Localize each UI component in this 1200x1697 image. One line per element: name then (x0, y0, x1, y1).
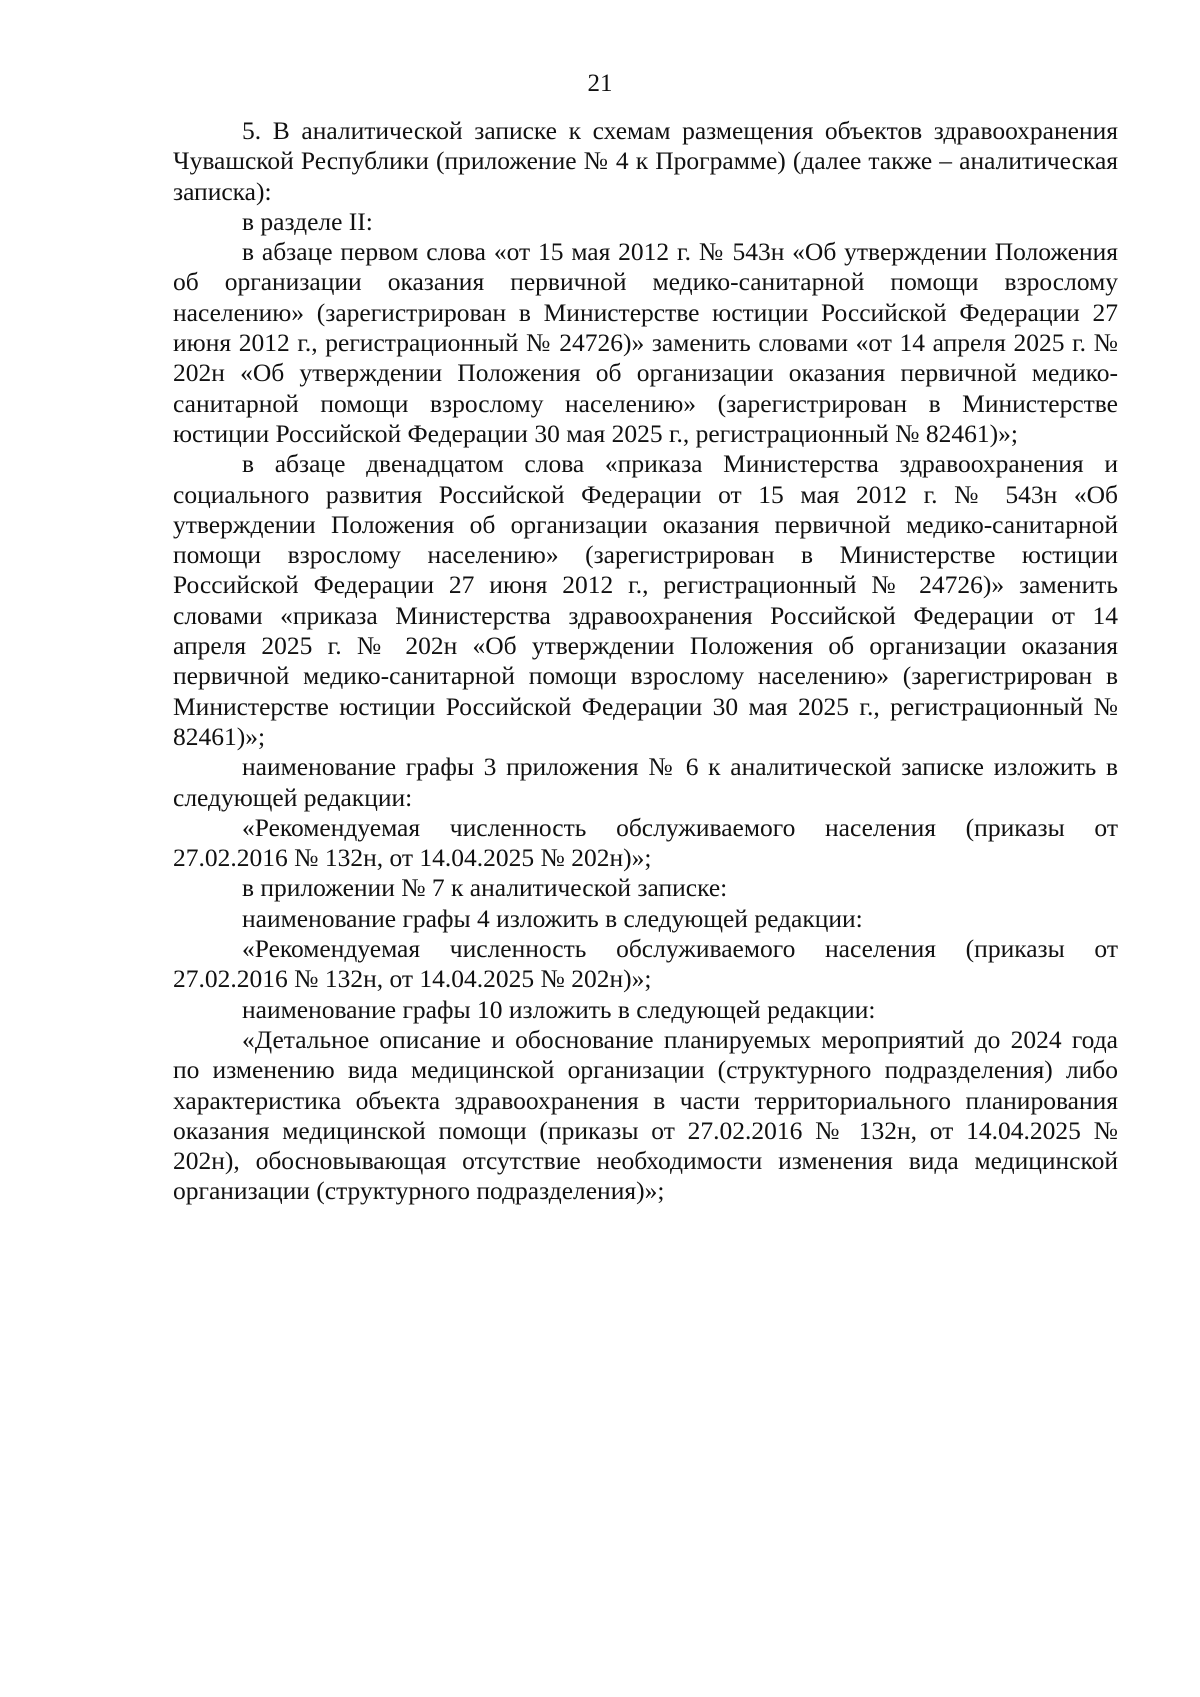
paragraph-twelfth-abzac-change: в абзаце двенадцатом слова «приказа Министерства здравоохранения и социального развития Российской Федерации от 15 мая 2012 г. № 543н «Об утверждении Положения об организации оказания первичной медико-санитарной помощи взрослому населению» (зарегистрирован в Министерстве юстиции Российской Федерации 27 июня 2012 г., регистрационный № 24726)» заменить словами «приказа Министерства здравоохранения Российской Федерации от 14 апреля 2025 г. № 202н «Об утверждении Положения об организации оказания первичной медико-санитарной помощи взрослому населению» (зарегистрирован в Министерстве юстиции Российской Федерации 30 мая 2025 г., регистрационный № 82461)»; (173, 449, 1118, 751)
paragraph-first-abzac-change: в абзаце первом слова «от 15 мая 2012 г. № 543н «Об утверждении Положения об организации оказания первичной медико-санитарной помощи взрослому населению» (зарегистрирован в Министерстве юстиции Российской Федерации 27 июня 2012 г., регистрационный № 24726)» заменить словами «от 14 апреля 2025 г. № 202н «Об утверждении Положения об организации оказания первичной медико-санитарной помощи взрослому населению» (зарегистрирован в Министерстве юстиции Российской Федерации 30 мая 2025 г., регистрационный № 82461)»; (173, 237, 1118, 448)
paragraph-column-3-appendix-6: наименование графы 3 приложения № 6 к аналитической записке изложить в следующей редакции: (173, 752, 1118, 812)
paragraph-column-10-heading: наименование графы 10 изложить в следующей редакции: (242, 994, 876, 1024)
paragraph-section-ii: в разделе II: (242, 206, 373, 236)
paragraph-column-10-new-text: «Детальное описание и обоснование планируемых мероприятий до 2024 года по изменению вида медицинской организации (структурного подразделения) либо характеристика объекта здравоохранения в части территориального планирования оказания медицинской помощи (приказы от 27.02.2016 № 132н, от 14.04.2025 № 202н), обосновывающая отсутствие необходимости изменения вида медицинской организации (структурного подразделения)»; (173, 1024, 1118, 1206)
paragraph-column-4-heading: наименование графы 4 изложить в следующей редакции: (242, 903, 863, 933)
paragraph-appendix-7: в приложении № 7 к аналитической записке: (242, 873, 728, 903)
page-number: 21 (587, 70, 613, 97)
paragraph-column-4-new-text: «Рекомендуемая численность обслуживаемого населения (приказы от 27.02.2016 № 132н, от 14.04.2025 № 202н)»; (173, 934, 1118, 994)
paragraph-column-3-new-text: «Рекомендуемая численность обслуживаемого населения (приказы от 27.02.2016 № 132н, от 14.04.2025 № 202н)»; (173, 812, 1118, 873)
document-body (173, 116, 1118, 1207)
paragraph-item-5-intro: 5. В аналитической записке к схемам размещения объектов здравоохранения Чувашской Республики (приложение № 4 к Программе) (далее также – аналитическая записка): (173, 116, 1118, 206)
